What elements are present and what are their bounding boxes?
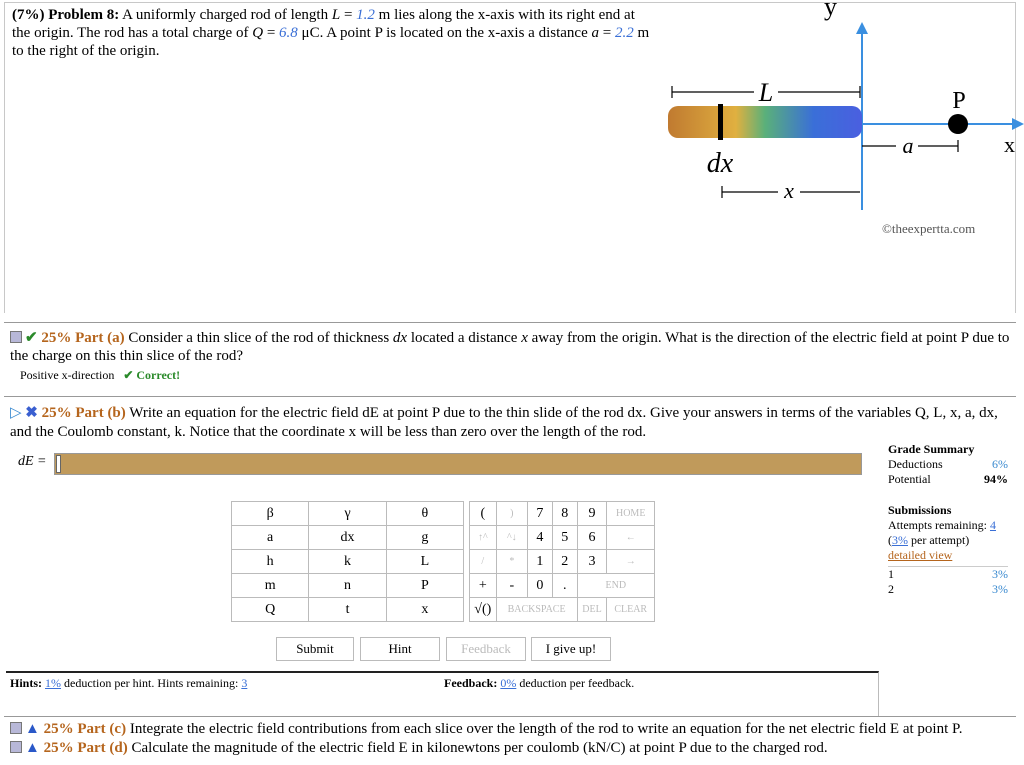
divider [4, 322, 1016, 323]
key-op[interactable]: 6 [577, 526, 607, 550]
key-op[interactable]: 0 [528, 574, 553, 598]
key-op[interactable]: / [470, 550, 497, 574]
toggle-icon[interactable] [10, 741, 22, 753]
part-a-question-3: away from the origin. What is the direction of the electric field at point P due to the charge on this thin slice of the rod? [10, 330, 1010, 364]
check-icon: ✔ [25, 330, 38, 346]
watermark: ©theexpertta.com [882, 221, 976, 236]
submit-button[interactable]: Submit [276, 637, 354, 661]
problem-text-3: μC. A point P is located on the x-axis a distance [301, 25, 588, 41]
divider [4, 716, 1016, 717]
var-a: a [591, 25, 599, 41]
part-b [10, 404, 1010, 442]
key-var[interactable]: m [232, 574, 309, 598]
key-op[interactable]: √() [470, 598, 497, 622]
deductions-value: 6% [992, 457, 1008, 471]
part-c[interactable] [10, 720, 1016, 739]
key-var[interactable]: g [386, 526, 463, 550]
part-b-label: Part (b) [75, 405, 126, 421]
y-axis-arrow [856, 22, 868, 34]
key-var[interactable]: dx [309, 526, 386, 550]
problem-weight: (7%) [12, 7, 45, 23]
answer-input[interactable] [54, 453, 862, 475]
detailed-view-link[interactable]: detailed view [888, 548, 953, 562]
feedback-text: deduction per feedback. [519, 676, 635, 690]
point-P [948, 114, 968, 134]
rod-diagram [640, 0, 1024, 240]
key-op[interactable]: * [496, 550, 527, 574]
submissions-title: Submissions [888, 503, 952, 517]
key-var[interactable]: θ [386, 502, 463, 526]
key-var[interactable]: h [232, 550, 309, 574]
value-Q: 6.8 [279, 25, 298, 41]
give-up-button[interactable]: I give up! [531, 637, 611, 661]
key-op[interactable]: 4 [528, 526, 553, 550]
var-L: L [331, 7, 341, 23]
x-mark-icon: ✖ [25, 405, 38, 421]
warning-icon: ▲ [25, 721, 40, 737]
part-d-label: Part (d) [77, 740, 128, 756]
label-dx: dx [706, 148, 734, 179]
feedback-label: Feedback: [444, 676, 498, 690]
label-L: L [758, 78, 774, 107]
label-P: P [952, 88, 966, 114]
key-op[interactable]: 8 [552, 502, 577, 526]
warning-icon: ▲ [25, 740, 40, 756]
part-a [10, 329, 1016, 384]
submission-num: 2 [888, 582, 894, 596]
toggle-icon[interactable] [10, 722, 22, 734]
part-d[interactable] [10, 739, 1016, 758]
key-op[interactable]: HOME [607, 502, 655, 526]
feedback-info [444, 676, 634, 691]
part-c-question: Integrate the electric field contributions from each slice over the length of the rod to write an equation for the net electric field E at point P. [129, 721, 963, 737]
key-var[interactable]: t [309, 598, 386, 622]
part-a-var-dx: dx [392, 330, 408, 346]
value-L: 1.2 [356, 7, 375, 23]
key-var[interactable]: k [309, 550, 386, 574]
per-attempt-text: per attempt) [911, 533, 970, 547]
part-a-var-x: x [521, 330, 528, 346]
variable-keypad [231, 501, 464, 622]
deductions-label: Deductions [888, 457, 943, 471]
key-op[interactable]: 7 [528, 502, 553, 526]
attempts-remaining: 4 [989, 518, 996, 532]
divider [4, 396, 1016, 397]
part-d-pct: 25% [43, 740, 74, 756]
key-op[interactable]: 3 [577, 550, 607, 574]
per-attempt-pct: 3% [892, 533, 908, 547]
feedback-deduction-pct: 0% [500, 676, 517, 690]
problem-text-4: m to the right of the origin. [12, 25, 650, 59]
part-c-label: Part (c) [77, 721, 127, 737]
part-a-question-1: Consider a thin slice of the rod of thickness [128, 330, 390, 346]
key-var[interactable]: Q [232, 598, 309, 622]
play-icon[interactable]: ▷ [10, 405, 22, 421]
charged-rod [668, 106, 862, 138]
label-a: a [902, 133, 914, 158]
hint-deduction-pct: 1% [45, 676, 62, 690]
grade-summary-title: Grade Summary [888, 442, 975, 456]
parts-c-d [10, 720, 1016, 758]
key-op[interactable]: DEL [577, 598, 607, 622]
key-op[interactable]: 2 [552, 550, 577, 574]
value-a: 2.2 [614, 25, 634, 41]
x-axis-arrow [1012, 118, 1024, 130]
hints-info [10, 676, 247, 691]
key-op[interactable]: ↑^ [470, 526, 497, 550]
problem-title: Problem 8: [48, 7, 120, 23]
key-op[interactable]: 1 [528, 550, 553, 574]
toggle-icon[interactable] [10, 331, 22, 343]
part-a-question-2: located a distance [410, 330, 518, 346]
key-op[interactable]: ^↓ [496, 526, 527, 550]
key-op[interactable]: ( [470, 502, 497, 526]
key-var[interactable]: γ [309, 502, 386, 526]
potential-value: 94% [984, 472, 1008, 486]
hint-button[interactable]: Hint [360, 637, 440, 661]
key-op[interactable]: ← [607, 526, 655, 550]
hints-remaining: 3 [241, 676, 248, 690]
hints-text: deduction per hint. Hints remaining: [64, 676, 239, 690]
key-var[interactable]: β [232, 502, 309, 526]
key-op[interactable]: 9 [577, 502, 607, 526]
key-op[interactable]: 5 [552, 526, 577, 550]
potential-label: Potential [888, 472, 931, 486]
part-b-question: Write an equation for the electric field dE at point P due to the thin slide of the rod dx. Give your answers in terms of the variables Q, L, x, a, dx, and the Coulomb constant, k. Notice that the coordinate x will be less than zero over the length of the rod. [10, 405, 998, 440]
problem-statement: (7%) Problem 8: A uniformly charged rod of length L = 1.2 m lies along the x-axis with its right end at the origin. The rod has a total charge of Q = 6.8 μC. A point P is located on the x-axis a distance a = 2.2 m to the right of the origin. [12, 7, 650, 59]
key-op[interactable]: END [577, 574, 654, 598]
text-cursor [56, 455, 61, 473]
label-x-axis: x [1004, 132, 1015, 157]
part-b-pct: 25% [41, 405, 72, 421]
feedback-button[interactable]: Feedback [446, 637, 526, 661]
problem-text-2: m lies along the x-axis with its right end at the origin. The rod has a total charge of [12, 7, 635, 41]
part-a-answer: Positive x-direction [20, 368, 115, 382]
key-var[interactable]: L [386, 550, 463, 574]
answer-label: dE = [18, 454, 47, 469]
key-op[interactable]: CLEAR [607, 598, 655, 622]
key-var[interactable]: x [386, 598, 463, 622]
key-op[interactable]: + [470, 574, 497, 598]
submission-pct: 3% [992, 582, 1008, 596]
submission-num: 1 [888, 567, 894, 581]
key-op[interactable]: . [552, 574, 577, 598]
key-op[interactable]: ) [496, 502, 527, 526]
key-op[interactable]: - [496, 574, 527, 598]
part-a-label: Part (a) [75, 330, 125, 346]
part-d-question: Calculate the magnitude of the electric field E in kilonewtons per coulomb (kN/C) at point P due to the charged rod. [131, 740, 828, 756]
grade-summary: Grade Summary Deductions 6% Potential 94% Submissions Attempts remaining: 4 (3% per attempt) detailed view 1 3% 2 3% [888, 442, 1008, 596]
label-x: x [784, 178, 794, 203]
key-var[interactable]: P [386, 574, 463, 598]
label-y: y [824, 0, 837, 21]
numeric-keypad [469, 501, 655, 622]
key-var[interactable]: n [309, 574, 386, 598]
attempts-label: Attempts remaining: [888, 518, 987, 532]
problem-text-1: A uniformly charged rod of length [122, 7, 329, 23]
hints-label: Hints: [10, 676, 43, 690]
part-a-pct: 25% [41, 330, 72, 346]
correct-status: ✔ Correct! [123, 368, 181, 382]
submission-pct: 3% [992, 567, 1008, 581]
key-op[interactable]: → [607, 550, 655, 574]
key-op[interactable]: BACKSPACE [496, 598, 577, 622]
key-var[interactable]: a [232, 526, 309, 550]
var-Q: Q [252, 25, 264, 41]
part-c-pct: 25% [43, 721, 74, 737]
rod-slice-dx [718, 104, 723, 140]
